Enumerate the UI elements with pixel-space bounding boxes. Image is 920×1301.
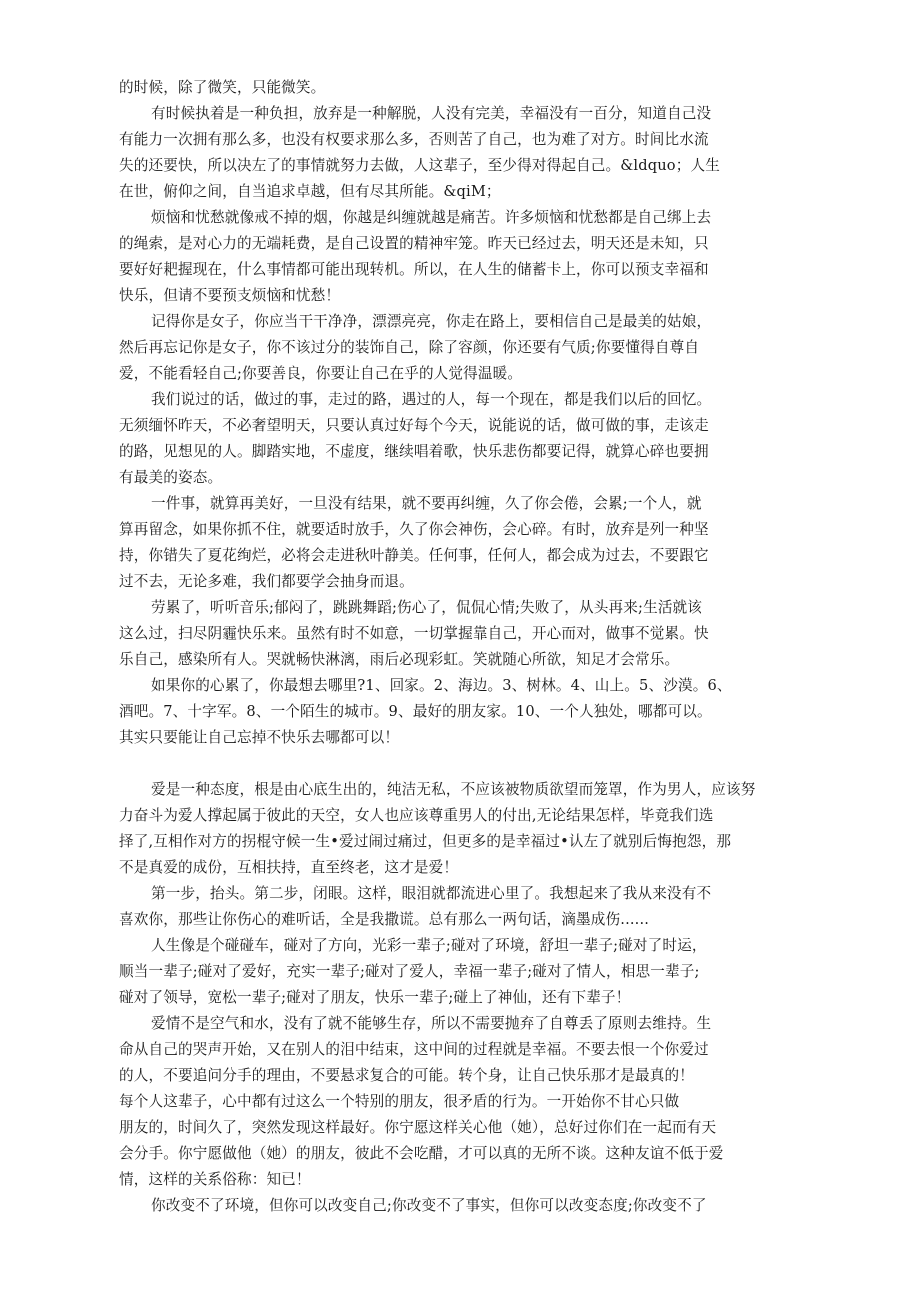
text-line: 有能力一次拥有那么多，也没有权要求那么多，否则苦了自己，也为难了对方。时间比水流: [119, 131, 709, 148]
text-line: 人生像是个碰碰车，碰对了方向，光彩一辈子;碰对了环境，舒坦一辈子;碰对了时运，: [151, 937, 707, 954]
text-line: 一件事，就算再美好，一旦没有结果，就不要再纠缠，久了你会倦，会累;一个人，就: [151, 495, 702, 512]
text-line: 力奋斗为爱人撑起属于彼此的天空，女人也应该尊重男人的付出,无论结果怎样，毕竟我们选: [119, 807, 714, 824]
text-line: 喜欢你，那些让你伤心的难听话，全是我撒谎。总有那么一两句话，滴墨成伤......: [119, 911, 650, 928]
text-line: 持，你错失了夏花绚烂，必将会走进秋叶静美。任何事，任何人，都会成为过去，不要跟它: [119, 547, 709, 564]
text-line: 的绳索，是对心力的无端耗费，是自己设置的精神牢笼。昨天已经过去，明天还是未知，只: [119, 235, 709, 252]
text-line: 择了,互相作对方的拐棍守候一生•爱过闹过痛过，但更多的是幸福过•认左了就别后悔抱怨，那: [119, 833, 732, 850]
text-line: 你改变不了环境，但你可以改变自己;你改变不了事实，但你可以改变态度;你改变不了: [151, 1197, 707, 1214]
text-line: 这么过，扫尽阴霾快乐来。虽然有时不如意，一切掌握靠自己，开心而对，做事不觉累。快: [119, 625, 709, 642]
text-line: 爱是一种态度，根是由心底生出的，纯洁无私，不应该被物质欲望而笼罩，作为男人，应该努: [151, 781, 756, 798]
text-line: 在世，俯仰之间，自当追求卓越，但有尽其所能。&qiM；: [119, 183, 501, 200]
text-line: 爱，不能看轻自己;你要善良，你要让自己在乎的人觉得温暖。: [119, 365, 523, 382]
text-line: 不是真爱的成份，互相扶持，直至终老，这才是爱！: [119, 859, 459, 876]
text-line: 然后再忘记你是女子，你不该过分的装饰自己，除了容颜，你还要有气质;你要懂得自尊自: [119, 339, 700, 356]
text-line: 记得你是女子，你应当干干净净，漂漂亮亮，你走在路上，要相信自己是最美的姑娘，: [151, 313, 712, 330]
text-line: 失的还要快，所以决左了的事情就努力去做，人这辈子，至少得对得起自己。&ldquo；人生: [119, 157, 720, 174]
text-line: 每个人这辈子，心中都有过这么一个特别的朋友，很矛盾的行为。一开始你不甘心只做: [119, 1093, 680, 1110]
text-line: 命从自己的哭声开始，又在别人的泪中结束，这中间的过程就是幸福。不要去恨一个你爱过: [119, 1041, 709, 1058]
text-line: 快乐，但请不要预支烦恼和忧愁！: [119, 287, 341, 304]
text-line: 烦恼和忧愁就像戒不掉的烟，你越是纠缠就越是痛苦。许多烦恼和忧愁都是自己绑上去: [151, 209, 712, 226]
text-line: 酒吧。7、十字军。8、一个陌生的城市。9、最好的朋友家。10、一个人独处，哪都可以。: [119, 703, 712, 720]
text-line: 的时候，除了微笑，只能微笑。: [119, 79, 326, 96]
text-line: 有最美的姿态。: [119, 469, 223, 486]
text-line: 算再留念，如果你抓不住，就要适时放手，久了你会神伤，会心碎。有时，放弃是列一种坚: [119, 521, 709, 538]
text-line: 我们说过的话，做过的事，走过的路，遇过的人，每一个现在，都是我们以后的回忆。: [151, 391, 712, 408]
text-line: 乐自己，感染所有人。哭就畅快淋漓，雨后必现彩虹。笑就随心所欲，知足才会常乐。: [119, 651, 680, 668]
text-line: 的人，不要追问分手的理由，不要悬求复合的可能。转个身，让自己快乐那才是最真的！: [119, 1067, 695, 1084]
text-line: 会分手。你宁愿做他（她）的朋友，彼此不会吃醋，才可以真的无所不谈。这种友谊不低于爱: [119, 1145, 724, 1162]
text-line: 要好好耙握现在，什么事情都可能出现转机。所以，在人生的储蓄卡上，你可以预支幸福和: [119, 261, 709, 278]
text-line: 有时候执着是一种负担，放弃是一种解脱，人没有完美，幸福没有一百分，知道自己没: [151, 105, 712, 122]
text-line: 爱情不是空气和水，没有了就不能够生存，所以不需要抛弃了自尊丢了原则去维持。生: [151, 1015, 712, 1032]
text-line: 过不去，无论多难，我们都要学会抽身而退。: [119, 573, 414, 590]
text-line: 顺当一辈子;碰对了爱好，充实一辈子;碰对了爱人，幸福一辈子;碰对了情人，相思一辈子;: [119, 963, 700, 980]
text-line: 如果你的心累了，你最想去哪里?1、回家。2、海边。3、树林。4、山上。5、沙漠。6、: [151, 677, 732, 694]
text-line: 无须缅怀昨天，不必奢望明天，只要认真过好每个今天，说能说的话，做可做的事，走该走: [119, 417, 709, 434]
text-line: 情，这样的关系俗称：知已！: [119, 1171, 311, 1188]
text-line: 朋友的，时间久了，突然发现这样最好。你宁愿这样关心他（她），总好过你们在一起而有天: [119, 1119, 717, 1136]
text-line: 劳累了，听听音乐;郁闷了，跳跳舞蹈;伤心了，侃侃心情;失败了，从头再来;生活就该: [151, 599, 703, 616]
text-line: 碰对了领导，宽松一辈子;碰对了朋友，快乐一辈子;碰上了神仙，还有下辈子！: [119, 989, 631, 1006]
text-line: 第一步，抬头。第二步，闭眼。这样，眼泪就都流进心里了。我想起来了我从来没有不: [151, 885, 712, 902]
text-line: 的路，见想见的人。脚踏实地，不虚度，继续唱着歌，快乐悲伤都要记得，就算心碎也要拥: [119, 443, 709, 460]
text-line: 其实只要能让自己忘掉不快乐去哪都可以！: [119, 729, 400, 746]
